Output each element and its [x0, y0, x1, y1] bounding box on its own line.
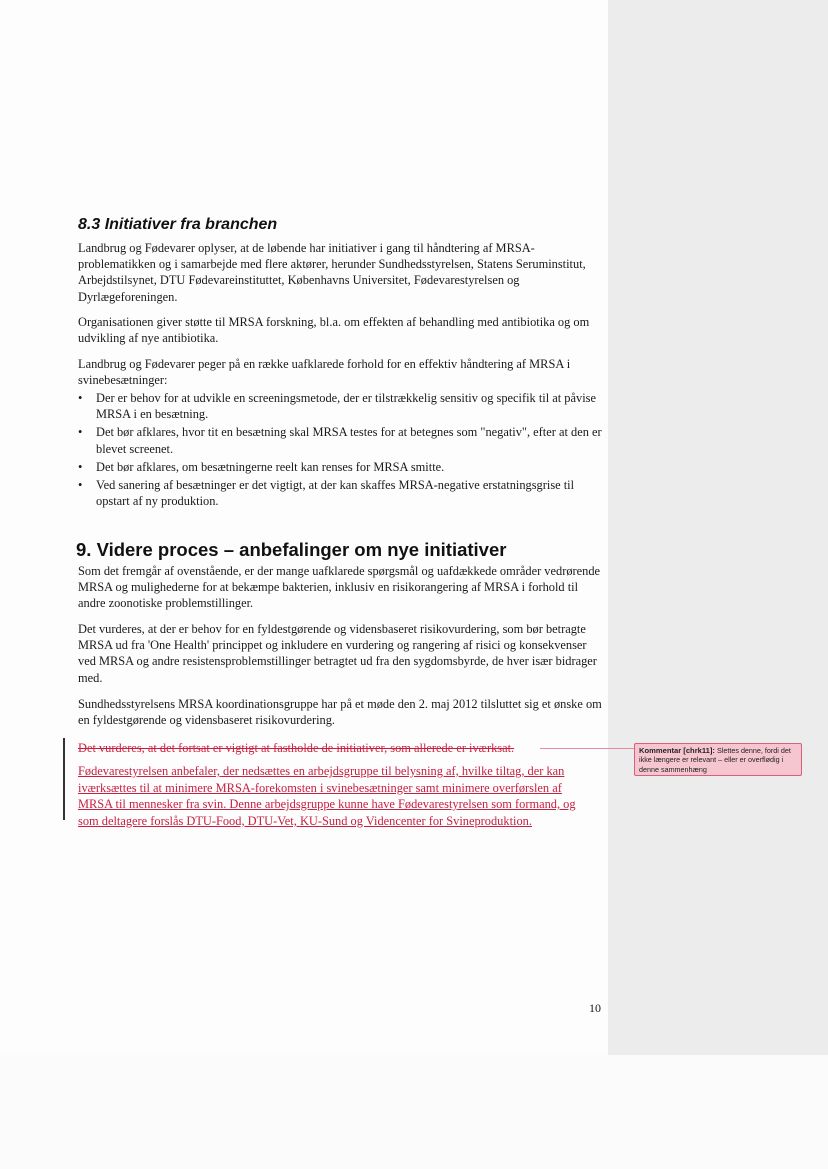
comment-connector-line — [540, 748, 634, 749]
comment-text: Slettes denne, fordi det ikke længere er relevant – eller er overflødig i denne sammenhæng — [639, 746, 791, 774]
review-comment-balloon[interactable] — [634, 743, 802, 776]
section-9-heading: 9. Videre proces – anbefalinger om nye initiativer — [76, 539, 507, 560]
list-item — [77, 477, 605, 509]
list-item-text: Det bør afklares, om besætningerne reelt kan renses for MRSA smitte. — [96, 459, 445, 474]
page-bottom-area — [0, 1055, 828, 1169]
section-9-paragraph-3: Sundhedsstyrelsens MRSA koordinationsgruppe har på et møde den 2. maj 2012 tilsluttet sig et ønske om en fyldestgørende og vidensbaseret risikovurdering. — [78, 697, 602, 728]
list-item — [77, 390, 605, 422]
list-item-text: Ved sanering af besætninger er det vigtigt, at der kan skaffes MRSA-negative erstatningsgrise til opstart af ny produktion. — [96, 478, 575, 509]
bullet-icon: • — [78, 391, 83, 405]
bullet-icon: • — [78, 478, 83, 493]
bullet-icon: • — [78, 425, 83, 440]
list-item-text: Der er behov for at udvikle en screeningsmetode, der er tilstrækkelig sensitiv og specifik til at påvise MRSA i en besætning. — [96, 391, 596, 422]
section-8-3-paragraph-2: Organisationen giver støtte til MRSA forskning, bl.a. om effekten af behandling med antibiotika og om udvikling af nye antibiotika. — [78, 315, 590, 346]
section-8-3-heading: 8.3 Initiativer fra branchen — [78, 216, 278, 233]
section-8-3-paragraph-1: Landbrug og Fødevarer oplyser, at de løbende har initiativer i gang til håndtering af MRSA-problematikken og i samarbejde med flere aktører, herunder Sundhedsstyrelsen, Statens Seruminstitut, Arbejdstilsynet, DTU Fødevareinstituttet, Københavns Universitet, Fødevarestyrelsen og Dyrlægeforeningen. — [78, 241, 586, 304]
bullet-icon: • — [78, 459, 83, 474]
markup-margin — [608, 0, 828, 1055]
track-change-bar — [63, 738, 65, 820]
section-9-paragraph-1: Som det fremgår af ovenstående, er der mange uafklarede spørgsmål og uafdækkede områder vedrørende MRSA og mulighederne for at bekæmpe bakterien, inklusiv en risikorangering af MRSA i forhold til andre zoonotiske problemstillinger. — [78, 564, 601, 611]
initiatives-bullet-list — [77, 390, 605, 511]
section-9-paragraph-2: Det vurderes, at der er behov for en fyldestgørende og vidensbaseret risikovurdering, som bør betragte MRSA ud fra 'One Health' princippet og inkludere en vurdering og rangering af risici og konsekvenser ved MRSA og andre resistensproblemstillinger betragtet ud fra den sygdomsbyrde, de hver især bidrager med. — [78, 622, 597, 685]
deleted-paragraph[interactable]: Det vurderes, at det fortsat er vigtigt at fastholde de initiativer, som allerede er iværksat. — [78, 741, 515, 755]
inserted-paragraph[interactable]: Fødevarestyrelsen anbefaler, der nedsættes en arbejdsgruppe til belysning af, hvilke tiltag, der kan iværksættes til at minimere MRSA-forekomsten i svinebesætninger samt minimere overførslen af MRSA til mennesker fra svin. Denne arbejdsgruppe kunne have Fødevarestyrelsen som formand, og som deltagere forslås DTU-Food, DTU-Vet, KU-Sund og Videncenter for Svineproduktion. — [78, 764, 576, 828]
comment-label: Kommentar [chrk11]: — [639, 746, 715, 755]
list-item — [77, 424, 605, 456]
page-number: 10 — [589, 1001, 601, 1015]
list-item — [77, 459, 605, 475]
section-8-3-paragraph-3: Landbrug og Fødevarer peger på en række uafklarede forhold for en effektiv håndtering af MRSA i svinebesætninger: — [78, 357, 571, 388]
list-item-text: Det bør afklares, hvor tit en besætning skal MRSA testes for at betegnes som "negativ", efter at den er blevet screenet. — [96, 425, 602, 456]
